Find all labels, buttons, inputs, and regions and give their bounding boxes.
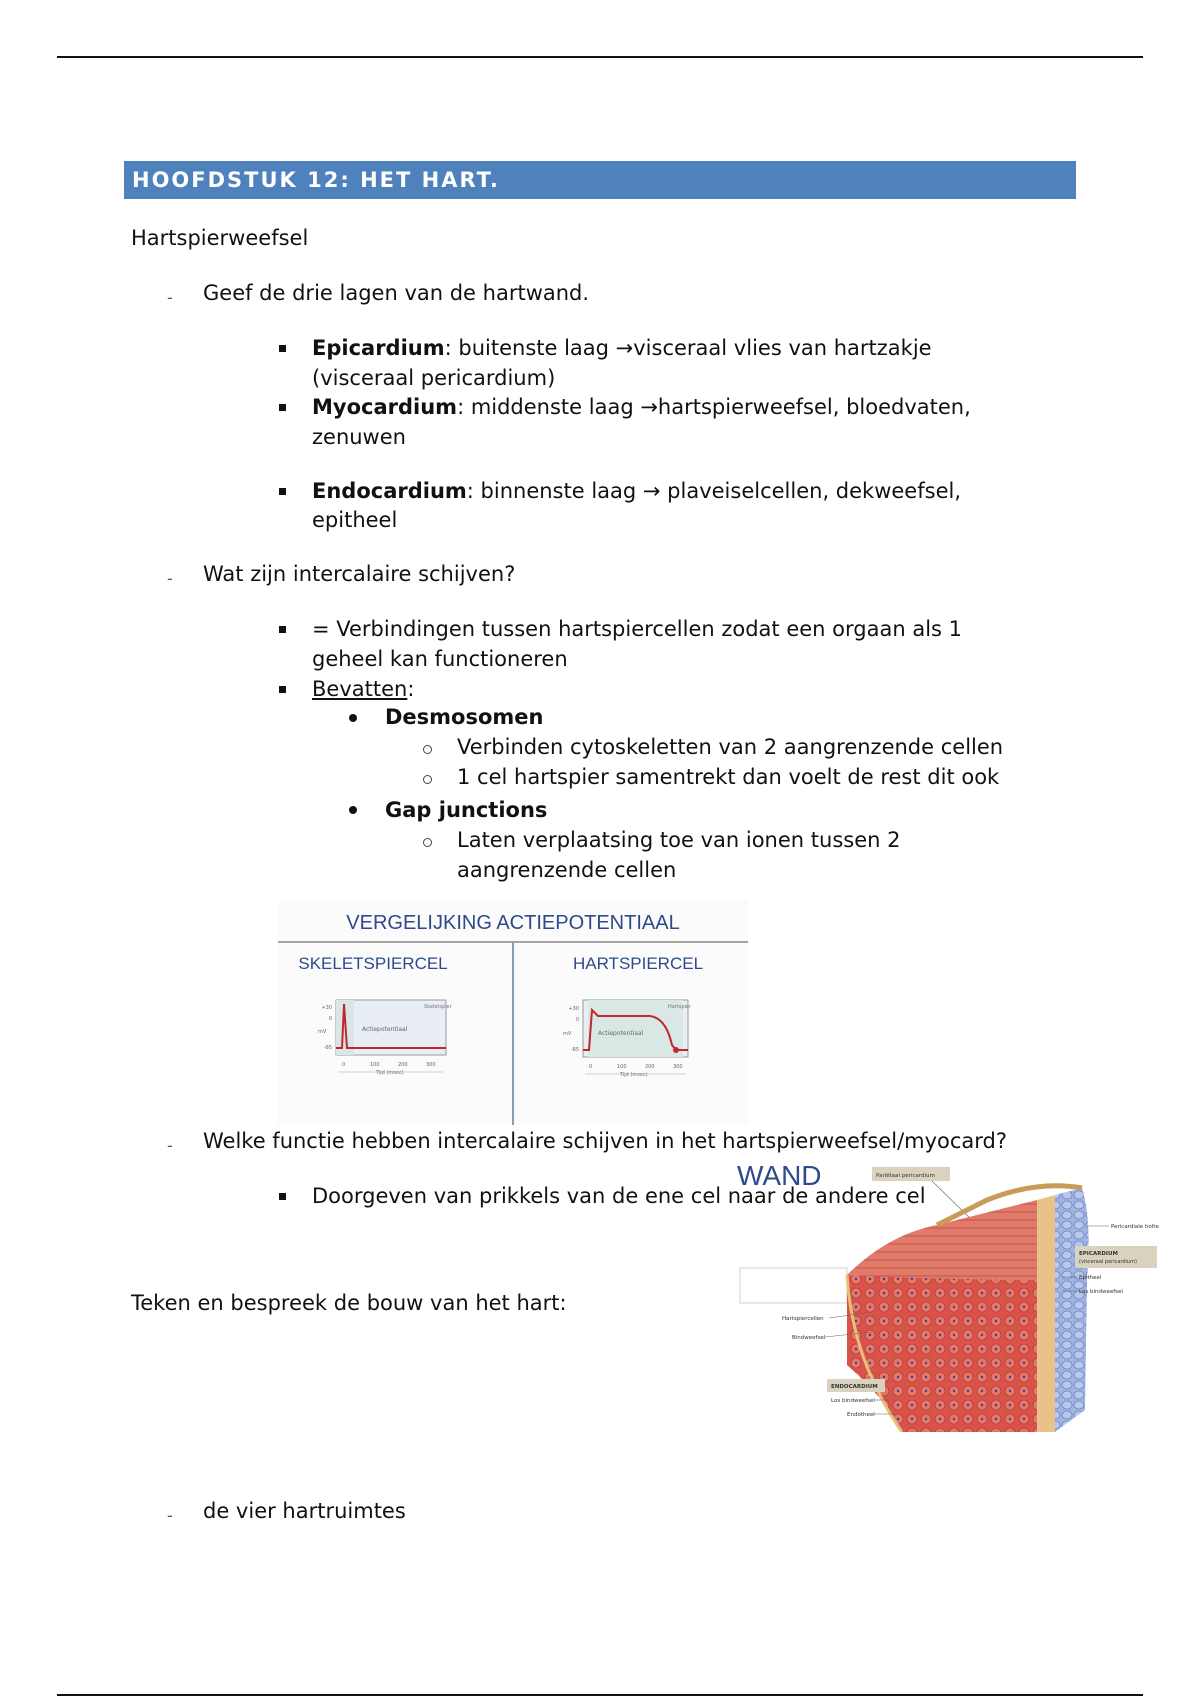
cardiac-x-tick-3: 300 bbox=[673, 1064, 683, 1070]
wall-blue-layer bbox=[1055, 1188, 1089, 1432]
cardiac-curve-end bbox=[673, 1047, 679, 1053]
wall-title: WAND bbox=[737, 1160, 822, 1191]
cardiac-tag: Hartspier bbox=[668, 1004, 692, 1010]
blank-label-box bbox=[740, 1268, 847, 1303]
holte-label: Pericardiale holte bbox=[1111, 1224, 1159, 1230]
wall-epi-layer bbox=[1037, 1195, 1055, 1432]
endocardium-label: ENDOCARDIUM bbox=[831, 1384, 878, 1390]
figure-title: VERGELIJKING ACTIEPOTENTIAAL bbox=[346, 912, 680, 934]
skeletal-y-tick-top: +30 bbox=[321, 1005, 332, 1011]
parietal-label: Pariëtaal pericardium bbox=[876, 1173, 935, 1179]
action-potential-figure bbox=[278, 900, 748, 1125]
skeletal-x-tick-1: 100 bbox=[370, 1062, 380, 1068]
definition-line-2: geheel kan functioneren bbox=[312, 647, 568, 671]
endo-losbind-label: Los bindweefsel bbox=[831, 1398, 875, 1404]
skeletal-ylabel: mV bbox=[318, 1029, 327, 1035]
skeletal-tag: Skeletspier bbox=[424, 1004, 452, 1010]
cardiac-y-tick-mid: 0 bbox=[575, 1017, 579, 1023]
hartspiercellen-label: Hartspiercellen bbox=[782, 1316, 824, 1322]
gap-junctions-heading: Gap junctions bbox=[385, 798, 548, 822]
myocardium-line: Myocardium: middenste laag →hartspierweefsel, bloedvaten, bbox=[312, 395, 971, 419]
square-bullet bbox=[279, 345, 286, 352]
skeletal-x-tick-2: 200 bbox=[398, 1062, 408, 1068]
skeletal-x-tick-0: 0 bbox=[342, 1062, 346, 1068]
cardiac-y-tick-low: -85 bbox=[570, 1047, 579, 1053]
cardiac-curve-label: Actiepotentiaal bbox=[598, 1030, 644, 1037]
cardiac-ylabel: mV bbox=[563, 1031, 572, 1037]
dash-bullet: - bbox=[167, 569, 173, 588]
epicardium-label: EPICARDIUM bbox=[1079, 1251, 1118, 1257]
bottom-rule bbox=[57, 1694, 1143, 1696]
dash-bullet: - bbox=[167, 288, 173, 307]
question-layers: Geef de drie lagen van de hartwand. bbox=[203, 281, 590, 305]
question-function: Welke functie hebben intercalaire schijven in het hartspierweefsel/myocard? bbox=[203, 1129, 1008, 1153]
question-chambers: de vier hartruimtes bbox=[203, 1499, 406, 1523]
skeletal-x-tick-3: 300 bbox=[426, 1062, 436, 1068]
dash-bullet: - bbox=[167, 1506, 173, 1525]
section-heading: Hartspierweefsel bbox=[131, 226, 309, 250]
wall-bottom-face bbox=[847, 1275, 1037, 1432]
desmosomes-heading: Desmosomen bbox=[385, 705, 544, 729]
skeletal-y-tick-low: -85 bbox=[323, 1045, 332, 1051]
cardiac-x-tick-1: 100 bbox=[617, 1064, 627, 1070]
gap-junctions-point-2: aangrenzende cellen bbox=[457, 858, 677, 882]
round-bullet bbox=[349, 806, 357, 814]
cardiac-y-tick-top: +30 bbox=[568, 1006, 579, 1012]
circle-bullet bbox=[423, 745, 432, 754]
endocardium-line: Endocardium: binnenste laag → plaveiselcellen, dekweefsel, bbox=[312, 479, 961, 503]
task-heart-structure: Teken en bespreek de bouw van het hart: bbox=[131, 1291, 567, 1315]
square-bullet bbox=[279, 1193, 286, 1200]
definition-line: = Verbindingen tussen hartspiercellen zodat een orgaan als 1 bbox=[312, 617, 963, 641]
wall-top-face bbox=[847, 1200, 1037, 1280]
losbind-label: Los bindweefsel bbox=[1079, 1289, 1123, 1295]
contains-line: Bevatten: bbox=[312, 677, 415, 701]
skeletal-curve-label: Actiepotentiaal bbox=[362, 1026, 408, 1033]
chapter-title: HOOFDSTUK 12: HET HART. bbox=[132, 168, 500, 192]
epicardium-line: Epicardium: buitenste laag →visceraal vlies van hartzakje bbox=[312, 336, 932, 360]
epicardium-sub-label: (visceraal pericardium) bbox=[1079, 1259, 1137, 1265]
dash-bullet: - bbox=[167, 1136, 173, 1155]
skeletal-xlabel: Tijd (msec) bbox=[376, 1070, 404, 1076]
circle-bullet bbox=[423, 775, 432, 784]
myocardium-line-2: zenuwen bbox=[312, 425, 406, 449]
epitheel-label: Epitheel bbox=[1079, 1275, 1102, 1281]
endotheel-label: Endotheel bbox=[847, 1412, 875, 1418]
cardiac-x-tick-0: 0 bbox=[589, 1064, 593, 1070]
cardiac-heading: HARTSPIERCEL bbox=[572, 954, 704, 973]
square-bullet bbox=[279, 404, 286, 411]
question-intercalated: Wat zijn intercalaire schijven? bbox=[203, 562, 516, 586]
cardiac-xlabel: Tijd (msec) bbox=[620, 1072, 648, 1078]
bindweefsel-label: Bindweefsel bbox=[792, 1335, 826, 1341]
skeletal-heading: SKELETSPIERCEL bbox=[298, 954, 448, 973]
gap-junctions-point-1: Laten verplaatsing toe van ionen tussen 2 bbox=[457, 828, 901, 852]
cardiac-x-tick-2: 200 bbox=[645, 1064, 655, 1070]
square-bullet bbox=[279, 488, 286, 495]
answer-function: Doorgeven van prikkels van de ene cel naar de andere cel bbox=[312, 1184, 926, 1208]
top-rule bbox=[57, 56, 1143, 58]
desmosomes-point-1: Verbinden cytoskeletten van 2 aangrenzende cellen bbox=[457, 735, 1004, 759]
endocardium-line-2: epitheel bbox=[312, 508, 398, 532]
chapter-banner bbox=[124, 161, 1076, 199]
skeletal-y-tick-mid: 0 bbox=[328, 1016, 332, 1022]
round-bullet bbox=[349, 714, 357, 722]
desmosomes-point-2: 1 cel hartspier samentrekt dan voelt de rest dit ook bbox=[457, 765, 1000, 789]
heart-wall-figure bbox=[737, 1160, 1167, 1432]
square-bullet bbox=[279, 626, 286, 633]
circle-bullet bbox=[423, 838, 432, 847]
square-bullet bbox=[279, 686, 286, 693]
epicardium-line-2: (visceraal pericardium) bbox=[312, 366, 556, 390]
